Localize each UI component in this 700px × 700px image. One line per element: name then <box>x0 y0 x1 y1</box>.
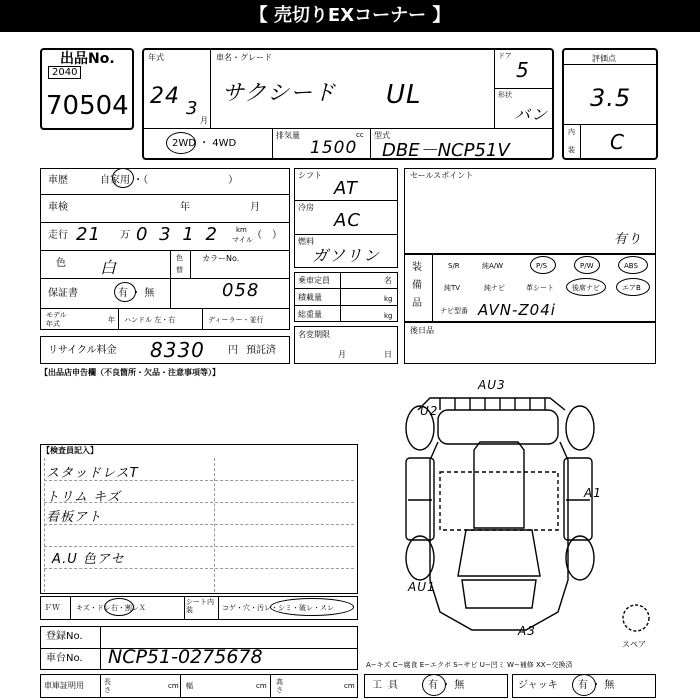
recycle-label: リサイクル料金 <box>48 345 117 356</box>
month-value: 3 <box>186 98 199 119</box>
warranty-options: 有 ・ 無 <box>118 288 155 299</box>
model-dealer: ディーラー・並行 <box>208 316 264 324</box>
deadline-month-unit: 月 <box>338 350 346 359</box>
color-value: 白 <box>100 258 118 277</box>
inspector-note-3: 看板アト <box>46 510 103 525</box>
model-year-label-2: 年式 <box>46 320 60 328</box>
fuel-label: 燃料 <box>298 237 314 246</box>
equip-airbag: エアB <box>622 284 641 292</box>
month-unit: 月 <box>200 116 208 125</box>
mark-a3: A3 <box>518 624 536 638</box>
deadline-day-unit: 日 <box>384 350 392 359</box>
interior-value: C <box>610 130 625 154</box>
inspector-note-4: A.U 色アセ <box>52 552 125 567</box>
cert-height: 高さ <box>276 678 283 694</box>
seat-text: コゲ・穴・汚レ・シミ・破レ・スレ <box>222 604 334 612</box>
interior-label-1: 内 <box>568 128 575 136</box>
mileage-value: 21 <box>76 224 101 245</box>
color-label: 色 <box>56 258 66 269</box>
ac-value: AC <box>334 210 361 231</box>
color-change-label-1: 色 <box>176 254 183 262</box>
inspection-month-unit: 月 <box>250 202 260 213</box>
displacement-label: 排気量 <box>276 131 300 140</box>
color-no-value: 058 <box>222 280 260 301</box>
doors-value: 5 <box>516 58 530 82</box>
interior-label-2: 装 <box>568 146 575 154</box>
jack-label: ジャッキ <box>518 680 558 691</box>
equip-navi: 純ナビ <box>484 284 505 292</box>
equip-airbag-circle <box>616 278 650 296</box>
sales-label: セールスポイント <box>410 171 474 180</box>
chassis-value: NCP51-0275678 <box>108 646 263 668</box>
mileage-unit-mile: マイル <box>232 236 253 244</box>
legend-text: A−キズ C−腐食 E−エクボ S−サビ U−凹ミ W−補修 XX−交換済 <box>366 661 573 669</box>
seat-circle <box>270 598 354 616</box>
navi-model-value: AVN-Z04i <box>478 301 556 319</box>
weight-label: 総重量 <box>298 310 322 319</box>
jack-options: 有 ・ 無 <box>578 680 615 691</box>
spare-label: スペア <box>622 640 646 649</box>
load-unit: kg <box>384 295 393 303</box>
lot-stamp: 2040 <box>48 66 81 79</box>
mileage-man-unit: 万 <box>120 230 130 241</box>
cert-unit-1: cm <box>168 682 179 690</box>
jack-circle <box>572 674 596 696</box>
warranty-circle <box>114 282 136 302</box>
displacement-value: 1500 <box>310 138 358 158</box>
equip-char-2: 備 <box>412 280 422 291</box>
recycle-unit: 円 <box>228 345 238 356</box>
mileage-paren: （ ） <box>252 230 282 241</box>
equip-char-1: 装 <box>412 262 422 273</box>
mark-au3: AU3 <box>478 378 506 392</box>
shift-value: AT <box>334 178 358 199</box>
model-year-label-1: モデル <box>46 311 67 319</box>
fuel-value: ガソリン <box>312 246 381 265</box>
name-label: 車名・グレード <box>216 53 272 62</box>
seats-label: 乗車定員 <box>298 276 330 285</box>
mark-au1: AU1 <box>408 580 436 594</box>
cert-unit-3: cm <box>344 682 355 690</box>
equip-rear-navi-circle <box>566 278 606 296</box>
cert-label: 車庫証明用 <box>44 681 84 690</box>
inspection-label: 車検 <box>48 202 68 213</box>
equip-leather: 革シート <box>526 284 554 292</box>
tools-label: 工具 <box>372 680 404 691</box>
header-title: 【 売切りEXコーナー 】 <box>249 5 451 26</box>
history-label: 車歴 <box>48 175 68 186</box>
chassis-label: 車台No. <box>46 653 83 664</box>
equip-ps: P/S <box>536 262 548 270</box>
cert-length: 長さ <box>104 678 111 694</box>
fw-label: ＦＷ <box>44 603 60 612</box>
sales-note: 有り <box>614 232 643 247</box>
inspector-note-1: スタッドレスT <box>46 466 139 481</box>
name-value: サクシード <box>222 81 337 106</box>
model-handle: ハンドル 左・右 <box>124 316 176 324</box>
vehicle-diagram <box>400 380 660 650</box>
mark-u2: U2 <box>420 404 439 418</box>
year-value: 24 <box>150 84 180 109</box>
lot-number: 70504 <box>46 91 129 121</box>
weight-unit: kg <box>384 312 393 320</box>
recycle-value: 8330 <box>150 338 205 362</box>
seats-unit: 名 <box>384 276 392 285</box>
equip-tv: 純TV <box>444 284 461 292</box>
drive-options: 2WD ・ 4WD <box>172 138 237 149</box>
history-circle <box>112 168 134 188</box>
mileage-digits: 0 3 1 2 <box>136 224 220 245</box>
year-label: 年式 <box>148 53 164 62</box>
model-label: 型式 <box>374 131 390 140</box>
declaration-label: 【出品店申告欄（不良箇所・欠品・注意事項等）】 <box>40 368 220 377</box>
equip-sr: S/R <box>448 262 460 270</box>
load-label: 積載量 <box>298 293 322 302</box>
equip-char-3: 品 <box>412 298 422 309</box>
recycle-deposit: 預託済 <box>246 345 276 356</box>
equip-abs-circle <box>618 256 648 274</box>
model-value: DBE－NCP51V <box>382 140 510 161</box>
color-change-label-2: 替 <box>176 266 183 274</box>
registration-label: 登録No. <box>46 631 83 642</box>
mileage-unit-km: km <box>236 226 247 234</box>
equip-pw: P/W <box>580 262 594 270</box>
inspector-note-2: トリム キズ <box>46 490 121 505</box>
grade-value: UL <box>386 80 422 110</box>
history-table <box>40 168 290 330</box>
shape-label: 形状 <box>498 91 512 99</box>
equip-pw-circle <box>574 256 600 274</box>
navi-model-label: ナビ型番 <box>440 307 468 315</box>
ac-label: 冷房 <box>298 203 314 212</box>
inspection-year-unit: 年 <box>180 202 190 213</box>
inspector-label: 【検査員記入】 <box>42 446 98 455</box>
equip-rear-navi: 後席ナビ <box>572 284 600 292</box>
cert-box <box>40 674 358 698</box>
fw-circle <box>104 598 134 616</box>
mark-a1: A1 <box>584 486 602 500</box>
aftermarket-box <box>404 322 656 364</box>
tools-circle <box>422 674 446 696</box>
fw-text: キズ・ドレ右・割レＸ <box>76 604 146 612</box>
lot-label: 出品No. <box>60 51 115 67</box>
model-year-unit: 年 <box>108 316 115 324</box>
rating-score: 3.5 <box>590 84 632 112</box>
tools-options: 有 ・ 無 <box>428 680 465 691</box>
shift-label: シフト <box>298 171 322 180</box>
color-no-label: カラーNo. <box>202 254 240 263</box>
displacement-unit: cc <box>356 131 364 139</box>
deadline-label: 名変期限 <box>298 330 330 339</box>
warranty-label: 保証書 <box>48 288 78 299</box>
drive-circle <box>166 132 196 154</box>
cert-width: 幅 <box>186 682 193 690</box>
seat-label: シート内装 <box>186 598 214 614</box>
aftermarket-label: 後日品 <box>410 326 434 335</box>
equip-abs: ABS <box>624 262 638 270</box>
cert-unit-2: cm <box>256 682 267 690</box>
mileage-label: 走行 <box>48 230 68 241</box>
equip-ps-circle <box>530 256 556 274</box>
shape-value: バン <box>514 105 549 124</box>
doors-label: ドア <box>498 52 512 60</box>
history-options: 自家用 ・（ ） <box>100 175 239 186</box>
equip-aw: 純A/W <box>482 262 504 270</box>
rating-label: 評価点 <box>592 54 616 63</box>
